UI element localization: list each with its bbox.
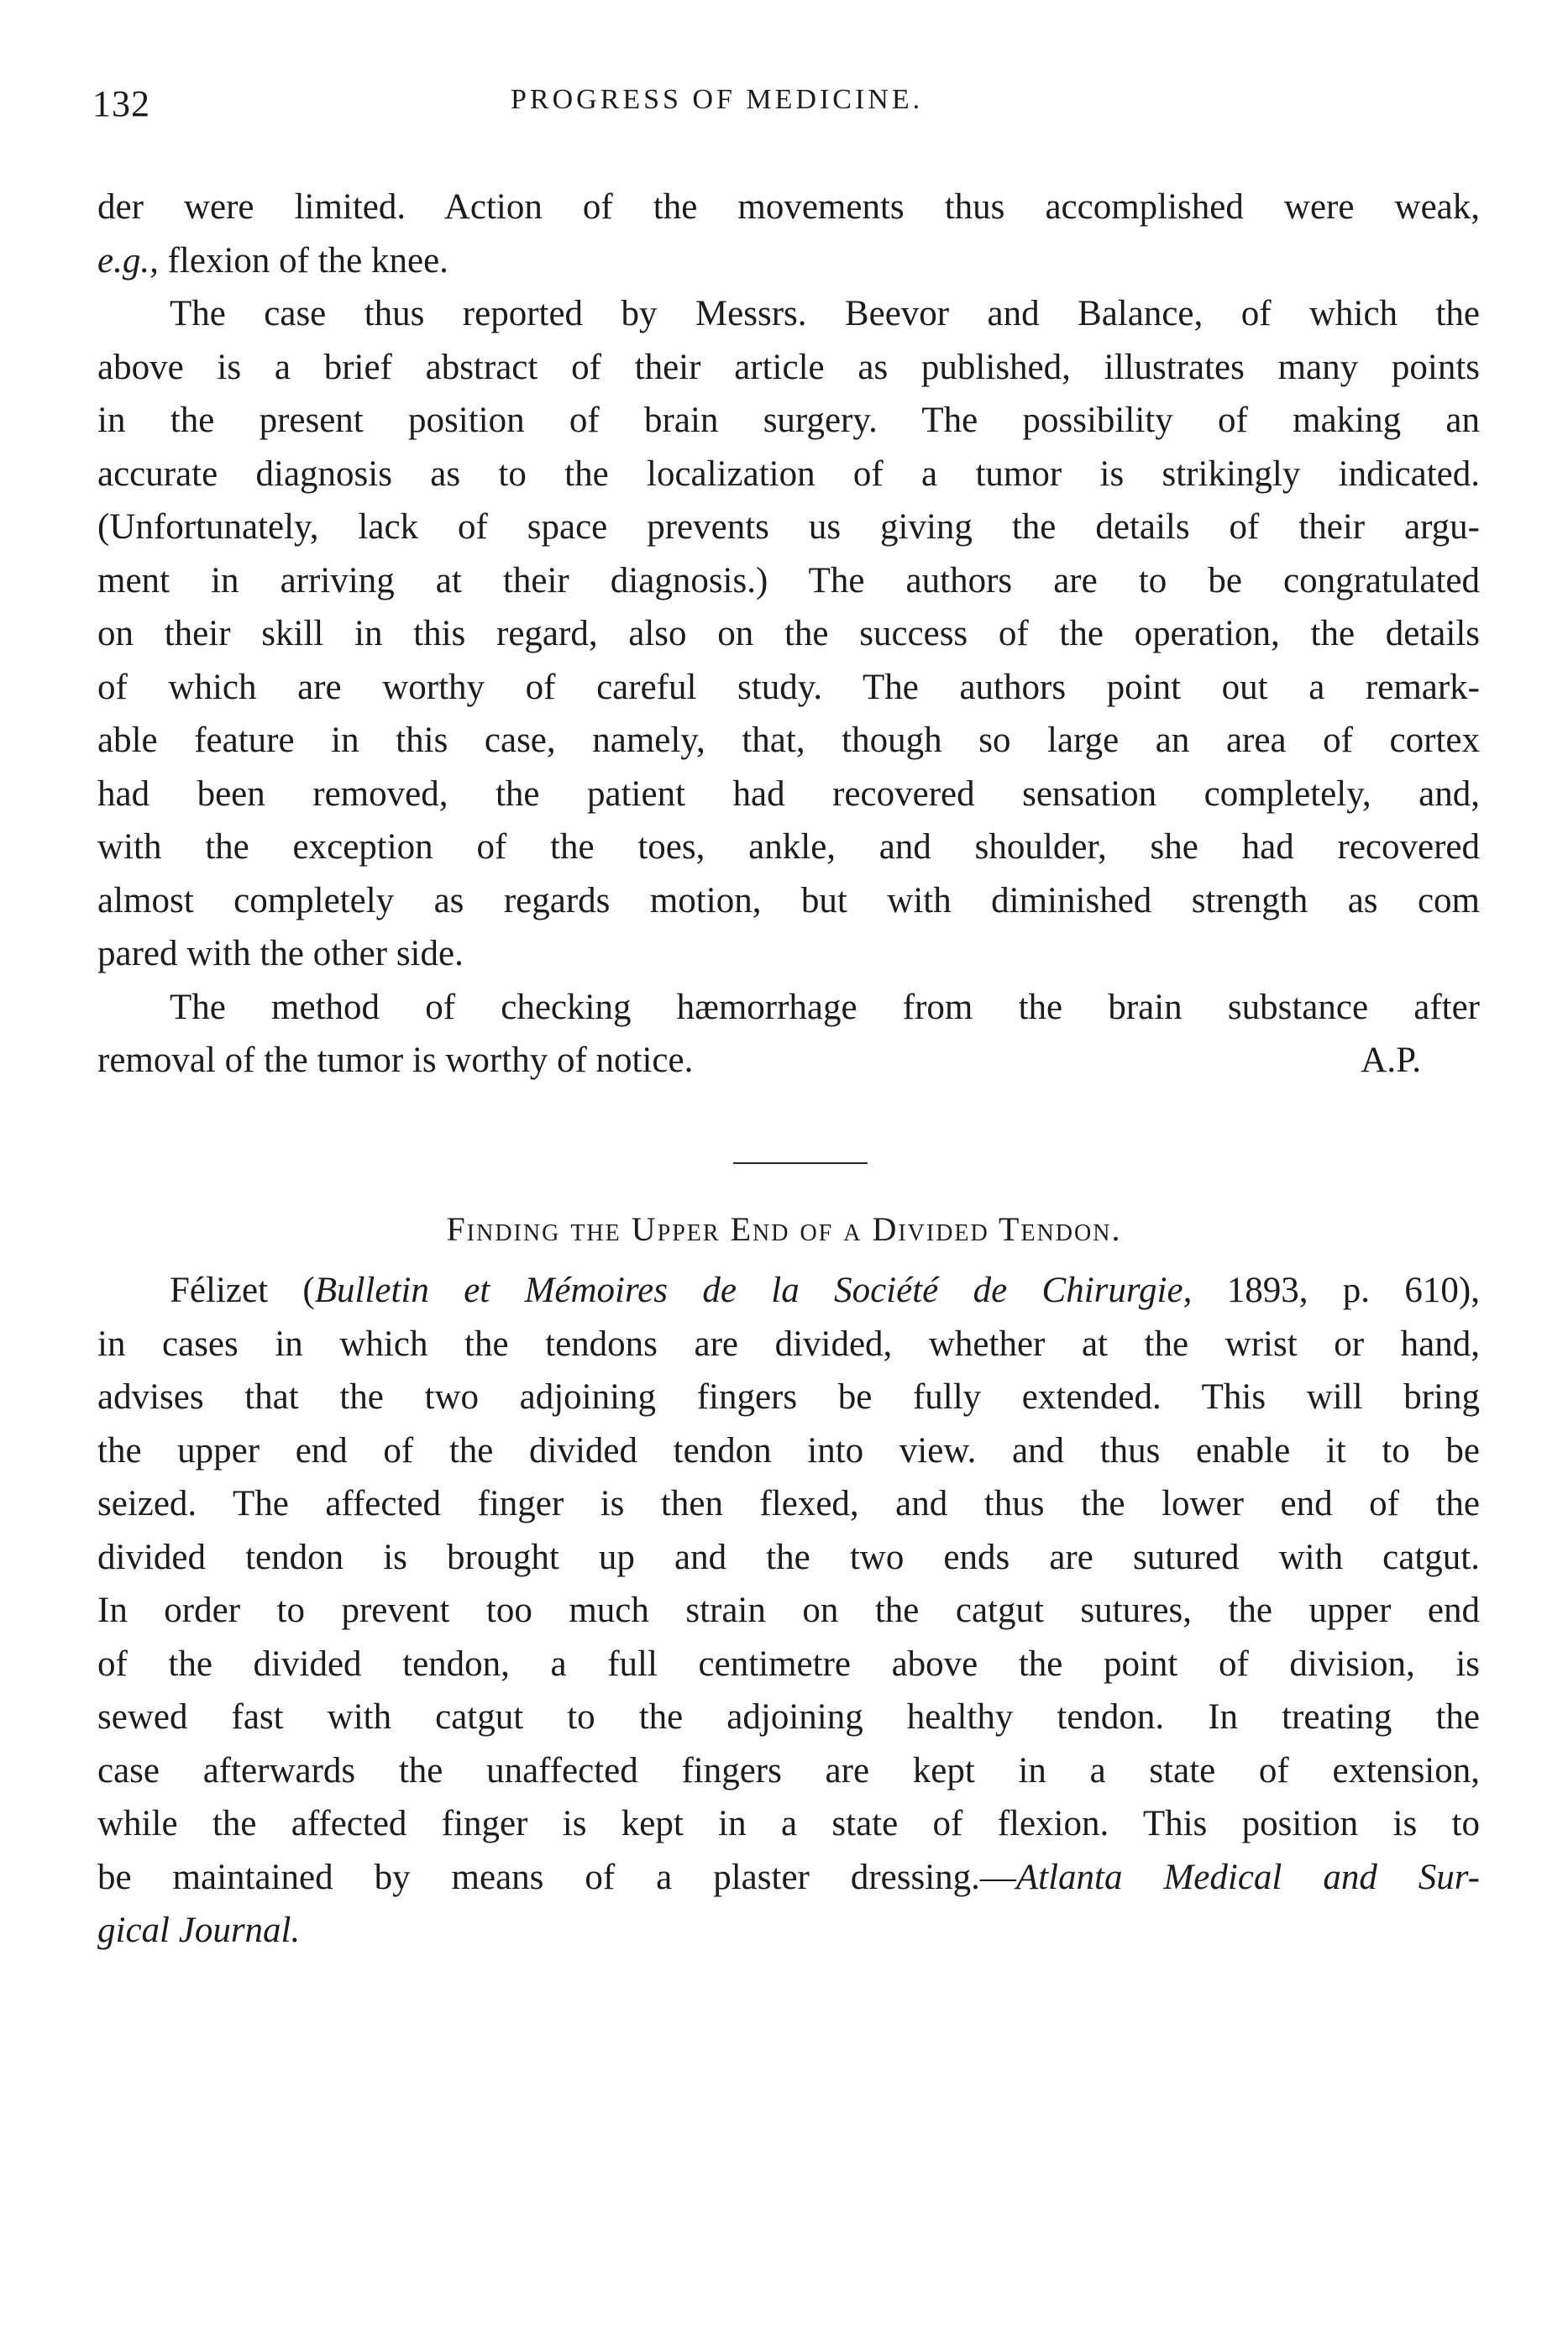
text-line: ment in arriving at their diagnosis.) The authors are to be congratulated bbox=[97, 560, 1480, 600]
text-line: seized. The affected finger is then flexed, and thus the lower end of the bbox=[97, 1484, 1480, 1523]
section-divider bbox=[733, 1162, 868, 1164]
text-line: in cases in which the tendons are divided, whether at the wrist or hand, bbox=[97, 1324, 1480, 1364]
text-line: case afterwards the unaffected fingers are kept in a state of extension, bbox=[97, 1750, 1480, 1791]
text-line: In order to prevent too much strain on the catgut sutures, the upper end bbox=[97, 1591, 1480, 1630]
text-line: advises that the two adjoining fingers be fully extended. This will bring bbox=[97, 1377, 1480, 1417]
running-head: PROGRESS OF MEDICINE. bbox=[511, 84, 924, 115]
text-line: able feature in this case, namely, that, though so large an area of cortex bbox=[97, 721, 1480, 760]
text-line bbox=[97, 1851, 1480, 1905]
text-fragment: flexion of the knee. bbox=[158, 240, 448, 281]
article-body bbox=[97, 1264, 1480, 1958]
text-line: on their skill in this regard, also on the success of the operation, the details bbox=[97, 614, 1480, 653]
text-line: The method of checking hæmorrhage from the brain substance after bbox=[170, 987, 1480, 1027]
italic-citation: Bulletin et Mémoires de la Société de Chirurgie, bbox=[314, 1271, 1193, 1310]
text-line bbox=[97, 1264, 1480, 1318]
text-line: with the exception of the toes, ankle, and shoulder, she had recovered bbox=[97, 827, 1480, 867]
author-initials: A.P. bbox=[1361, 1041, 1421, 1080]
article-continuation bbox=[97, 181, 1480, 1088]
text-line: above is a brief abstract of their article as published, illustrates many points bbox=[97, 347, 1480, 387]
closing-line bbox=[97, 1034, 1480, 1088]
italic-source: Atlanta Medical and Sur- bbox=[1015, 1857, 1480, 1897]
page-number: 132 bbox=[92, 83, 150, 124]
text-line: (Unfortunately, lack of space prevents us giving the details of their argu- bbox=[97, 507, 1480, 547]
italic-abbreviation: e.g., bbox=[97, 240, 159, 281]
text-line: sewed fast with catgut to the adjoining healthy tendon. In treating the bbox=[97, 1697, 1480, 1737]
text-line: almost completely as regards motion, but with diminished strength as com bbox=[97, 880, 1480, 920]
text-line: The case thus reported by Messrs. Beevor and Balance, of which the bbox=[170, 294, 1480, 333]
text-line: while the affected finger is kept in a state of flexion. This position is to bbox=[97, 1804, 1480, 1843]
text-line: of the divided tendon, a full centimetre above the point of division, is bbox=[97, 1644, 1480, 1684]
text-line: removal of the tumor is worthy of notice. bbox=[97, 1041, 694, 1080]
text-line: the upper end of the divided tendon into view. and thus enable it to be bbox=[97, 1430, 1480, 1471]
text-line bbox=[97, 234, 1480, 288]
text-line: had been removed, the patient had recovered sensation completely, and, bbox=[97, 773, 1480, 814]
text-line: der were limited. Action of the movements thus accomplished were weak, bbox=[97, 187, 1480, 227]
italic-source: gical Journal. bbox=[97, 1911, 301, 1950]
text-line bbox=[97, 1904, 1480, 1958]
text-line: of which are worthy of careful study. The authors point out a remark- bbox=[97, 667, 1480, 707]
text-line: accurate diagnosis as to the localization of a tumor is strikingly indicated. bbox=[97, 454, 1480, 494]
text-fragment: Félizet ( bbox=[170, 1271, 315, 1310]
text-line: pared with the other side. bbox=[97, 934, 464, 973]
text-line: in the present position of brain surgery. The possibility of making an bbox=[97, 401, 1480, 440]
text-fragment: be maintained by means of a plaster dressing.— bbox=[97, 1857, 1016, 1897]
text-line: divided tendon is brought up and the two ends are sutured with catgut. bbox=[97, 1537, 1480, 1577]
section-heading: Finding the Upper End of a Divided Tendon. bbox=[446, 1210, 1122, 1248]
text-fragment: 1893, p. 610), bbox=[1192, 1271, 1480, 1310]
